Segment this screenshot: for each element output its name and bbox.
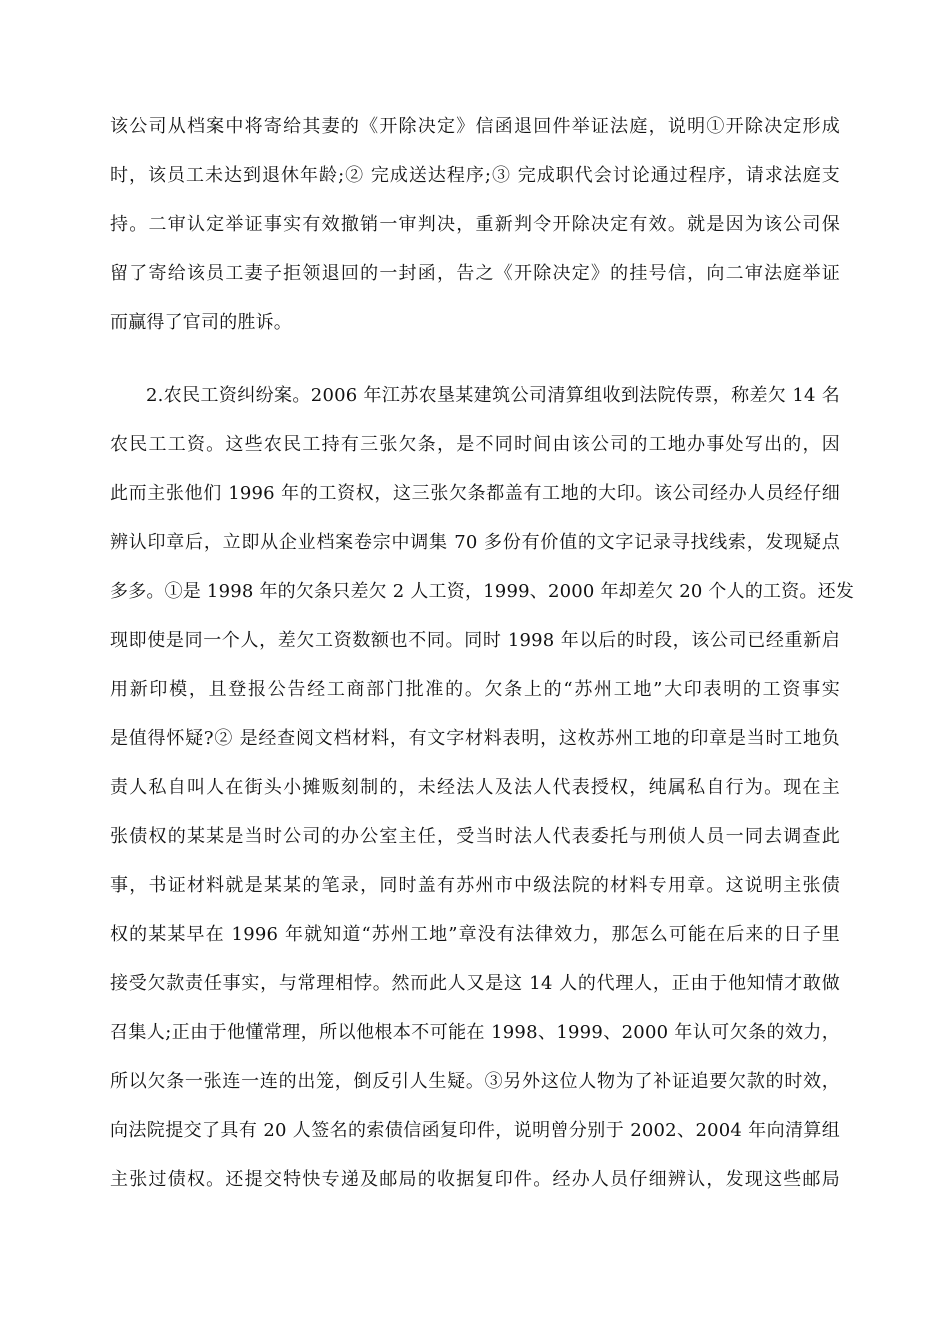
text-line: 接受欠款责任事实，与常理相悖。然而此人又是这 14 人的代理人，正由于他知情才敢做 [110, 973, 840, 994]
text-line: 所以欠条一张连一连的出笼，倒反引人生疑。③另外这位人物为了补证追要欠款的时效， [110, 1071, 840, 1092]
text-line: 留了寄给该员工妻子拒领退回的一封函，告之《开除决定》的挂号信，向二审法庭举证 [110, 263, 840, 284]
text-line: 多多。①是 1998 年的欠条只差欠 2 人工资，1999、2000 年却差欠 20 个人的工资。还发 [110, 581, 855, 602]
text-line: 责人私自叫人在街头小摊贩刻制的，未经法人及法人代表授权，纯属私自行为。现在主 [110, 777, 840, 798]
text-line: 辨认印章后，立即从企业档案卷宗中调集 70 多份有价值的文字记录寻找线索，发现疑点 [110, 532, 840, 553]
text-line: 是值得怀疑?② 是经查阅文档材料，有文字材料表明，这枚苏州工地的印章是当时工地负 [110, 728, 840, 749]
text-line: 主张过债权。还提交特快专递及邮局的收据复印件。经办人员仔细辨认，发现这些邮局 [110, 1169, 840, 1190]
text-line: 用新印模，且登报公告经工商部门批准的。欠条上的“苏州工地”大印表明的工资事实 [110, 679, 840, 700]
text-line: 张债权的某某是当时公司的办公室主任，受当时法人代表委托与刑侦人员一同去调查此 [110, 826, 840, 847]
text-line: 该公司从档案中将寄给其妻的《开除决定》信函退回件举证法庭，说明①开除决定形成 [110, 116, 840, 137]
text-line: 2.农民工资纠纷案。2006 年江苏农垦某建筑公司清算组收到法院传票，称差欠 14 名 [146, 385, 840, 406]
text-line: 持。二审认定举证事实有效撤销一审判决，重新判令开除决定有效。就是因为该公司保 [110, 214, 840, 235]
text-line: 向法院提交了具有 20 人签名的索债信函复印件，说明曾分别于 2002、2004 年向清算组 [110, 1120, 840, 1141]
text-line: 权的某某早在 1996 年就知道“苏州工地”章没有法律效力，那怎么可能在后来的日子里 [110, 924, 840, 945]
text-line: 现即使是同一个人，差欠工资数额也不同。同时 1998 年以后的时段，该公司已经重新启 [110, 630, 840, 651]
text-line: 此而主张他们 1996 年的工资权，这三张欠条都盖有工地的大印。该公司经办人员经仔细 [110, 483, 840, 504]
text-line: 农民工工资。这些农民工持有三张欠条，是不同时间由该公司的工地办事处写出的，因 [110, 434, 840, 455]
text-line: 时，该员工未达到退休年龄;② 完成送达程序;③ 完成职代会讨论通过程序，请求法庭支 [110, 165, 840, 186]
text-line: 而赢得了官司的胜诉。 [110, 312, 292, 333]
text-line: 召集人;正由于他懂常理，所以他根本不可能在 1998、1999、2000 年认可欠条的效力， [110, 1022, 840, 1043]
text-line: 事，书证材料就是某某的笔录，同时盖有苏州市中级法院的材料专用章。这说明主张债 [110, 875, 840, 896]
